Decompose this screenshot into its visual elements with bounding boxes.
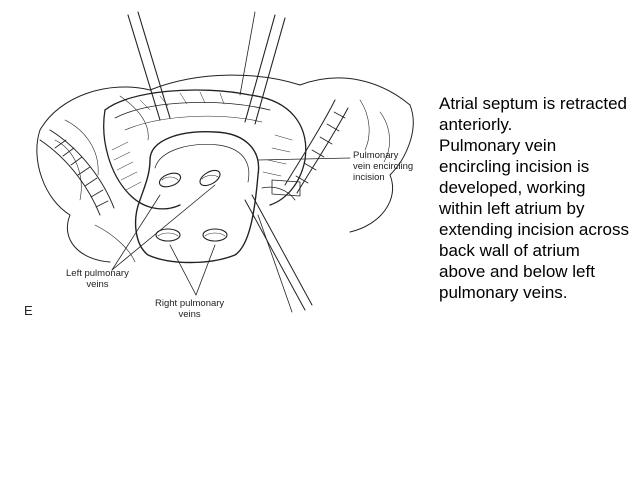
- panel-letter: E: [24, 303, 33, 318]
- right-pulmonary-vein-openings: [156, 229, 227, 241]
- shading-hatches: [112, 92, 292, 190]
- retractor-blades: [128, 12, 285, 124]
- label-right-pulmonary-veins: Right pulmonary veins: [155, 298, 225, 320]
- label-pulmonary-vein-incision: Pulmonary vein encircling incision: [353, 150, 414, 183]
- left-pulmonary-vein-openings: [158, 167, 223, 189]
- label-left-pulmonary-veins: Left pulmonary veins: [66, 268, 129, 290]
- caption-sentence-2: Pulmonary vein encircling incision is developed, working within left atrium by extending incision across back wall of atrium above and below left pulmonary veins.: [439, 136, 629, 302]
- surgical-instruments: [245, 180, 312, 312]
- atrial-back-wall: [136, 132, 259, 263]
- caption-sentence-1: Atrial septum is retracted anteriorly.: [439, 94, 628, 134]
- left-retractor-tube: [40, 130, 114, 215]
- right-retractor-tube: [285, 100, 348, 193]
- figure-caption: [439, 93, 629, 303]
